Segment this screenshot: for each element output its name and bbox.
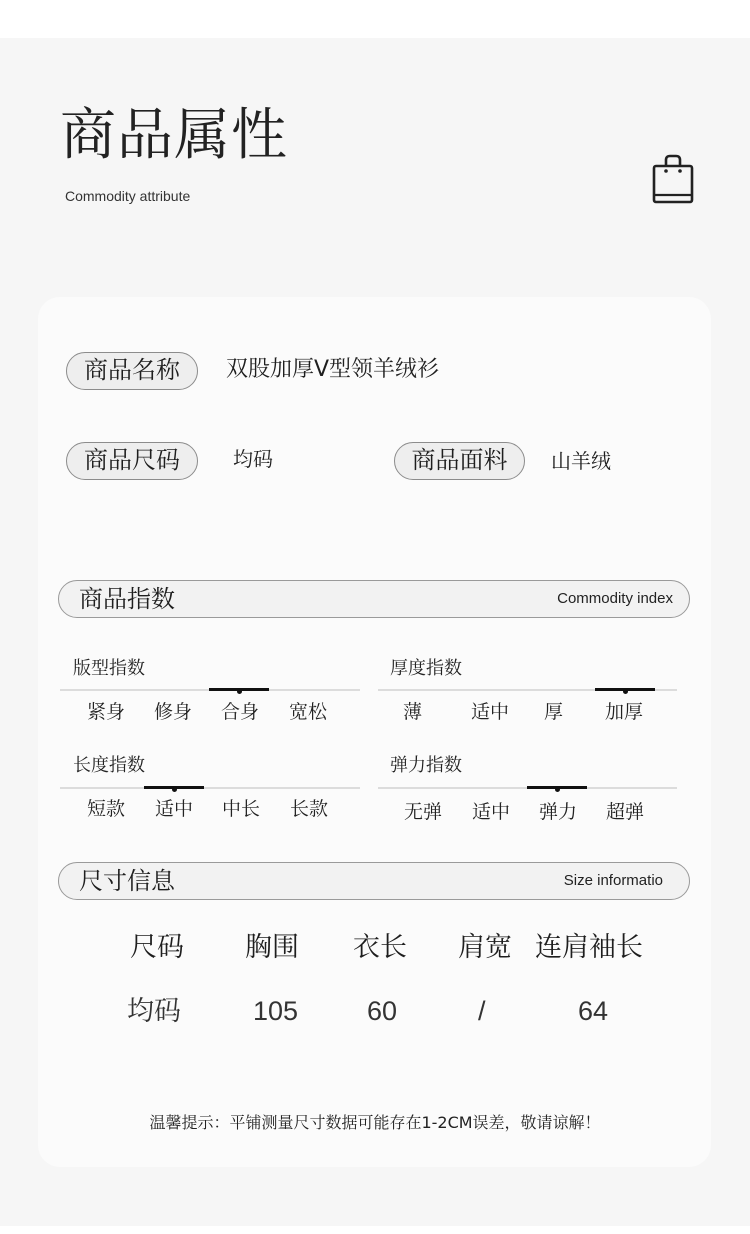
size-value-chest: 105 [253, 996, 299, 1026]
elasticity-option: 适中 [472, 801, 511, 823]
size-value-sleeve: 64 [578, 996, 609, 1026]
attribute-card [38, 297, 711, 1167]
elasticity-option-selected: 弹力 [539, 801, 578, 823]
product-name-label: 商品名称 [66, 352, 198, 390]
thickness-index-marker [595, 688, 655, 691]
thickness-option-selected: 加厚 [605, 701, 644, 723]
shopping-bag-icon [650, 154, 696, 206]
product-size-label: 商品尺码 [66, 442, 198, 480]
length-option: 长款 [290, 798, 329, 820]
length-index-track [60, 787, 360, 789]
product-fabric-value: 山羊绒 [551, 449, 611, 473]
length-index-label: 长度指数 [73, 755, 145, 776]
product-name-value: 双股加厚V型领羊绒衫 [226, 357, 440, 382]
fit-index-label: 版型指数 [73, 658, 145, 679]
length-index-marker [144, 786, 204, 789]
length-option: 中长 [222, 798, 261, 820]
size-info-title-en: Size informatio [563, 872, 663, 889]
length-option-selected: 适中 [155, 798, 194, 820]
thickness-option: 厚 [544, 701, 564, 723]
fit-option: 修身 [154, 701, 193, 723]
elasticity-index-label: 弹力指数 [390, 755, 462, 776]
measurement-note: 温馨提示：平铺测量尺寸数据可能存在1-2CM误差，敬请谅解！ [149, 1113, 601, 1132]
page-title: 商品属性 [60, 103, 288, 168]
size-info-title: 尺寸信息 [79, 867, 175, 895]
page-subtitle: Commodity attribute [65, 188, 191, 204]
fit-option-selected: 合身 [221, 701, 260, 723]
commodity-index-header [58, 580, 690, 618]
size-header-length: 衣长 [353, 932, 407, 963]
size-header-sleeve: 连肩袖长 [535, 932, 643, 963]
size-value-size: 均码 [127, 996, 181, 1027]
commodity-index-title-en: Commodity index [557, 590, 673, 607]
thickness-index-label: 厚度指数 [390, 658, 462, 679]
length-option: 短款 [87, 798, 126, 820]
size-header-shoulder: 肩宽 [458, 932, 512, 963]
fit-index-marker [209, 688, 269, 691]
fit-option: 紧身 [87, 701, 126, 723]
thickness-option: 薄 [403, 701, 423, 723]
fit-option: 宽松 [289, 701, 328, 723]
commodity-index-title: 商品指数 [79, 585, 175, 613]
size-header-chest: 胸围 [245, 932, 299, 963]
size-info-header [58, 862, 690, 900]
elasticity-option: 超弹 [606, 801, 645, 823]
thickness-option: 适中 [471, 701, 510, 723]
product-size-value: 均码 [233, 447, 273, 471]
size-value-length: 60 [367, 996, 398, 1026]
size-header-size: 尺码 [130, 932, 184, 963]
elasticity-option: 无弹 [404, 801, 443, 823]
size-value-shoulder: / [478, 996, 486, 1026]
product-fabric-label: 商品面料 [394, 442, 525, 480]
elasticity-index-marker [527, 786, 587, 789]
